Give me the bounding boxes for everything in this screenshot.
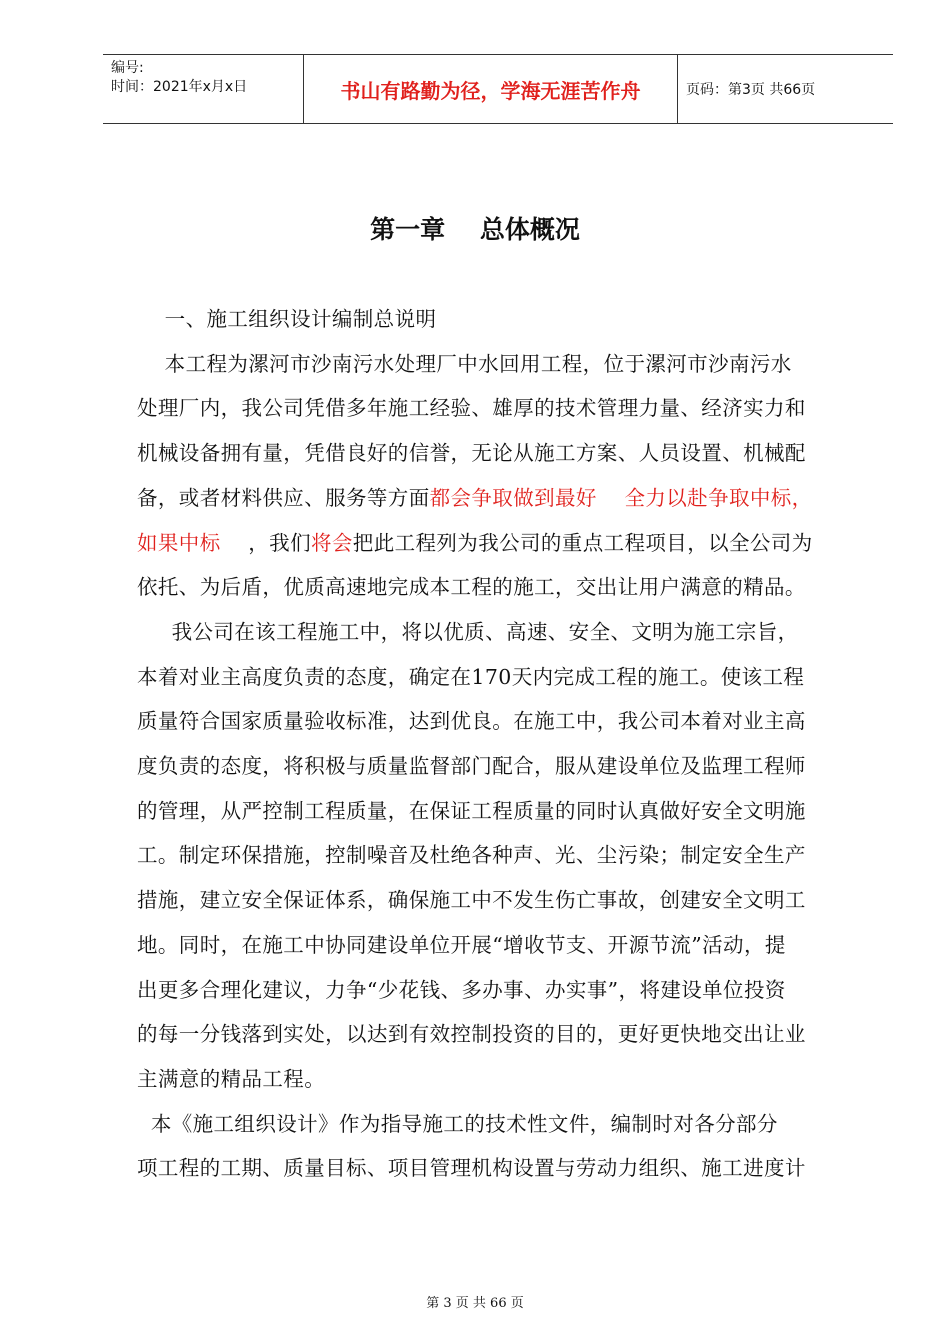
header-table — [103, 54, 893, 124]
paragraph-line: 的管理，从严控制工程质量，在保证工程质量的同时认真做好安全文明施 — [137, 798, 806, 823]
page-footer: 第 3 页 共 66 页 — [426, 1296, 524, 1311]
text-run: 把此工程列为我公司的重点工程项目，以全公司为 — [352, 530, 813, 555]
paragraph-line: 主满意的精品工程。 — [137, 1066, 326, 1091]
paragraph-line: 本着对业主高度负责的态度，确定在170天内完成工程的施工。使该工程 — [137, 664, 805, 689]
document-date-label: 时间：2021年x月x日 — [111, 79, 248, 95]
header-page-indicator: 页码：第3页 共66页 — [686, 82, 816, 98]
text-run: 备，或者材料供应、服务等方面 — [137, 485, 430, 510]
paragraph-line: 质量符合国家质量验收标准，达到优良。在施工中，我公司本着对业主高 — [137, 709, 806, 734]
header-meta-cell — [103, 55, 304, 123]
paragraph-line: 的每一分钱落到实处，以达到有效控制投资的目的，更好更快地交出让业 — [137, 1022, 806, 1047]
header-slogan: 书山有路勤为径，学海无涯苦作舟 — [304, 55, 678, 123]
paragraph-line: 我公司在该工程施工中，将以优质、高速、安全、文明为施工宗旨， — [137, 619, 799, 644]
paragraph-line: 度负责的态度，将积极与质量监督部门配合，服从建设单位及监理工程师 — [137, 754, 806, 779]
paragraph-line: 本《施工组织设计》作为指导施工的技术性文件，编制时对各分部分 — [137, 1111, 778, 1136]
highlighted-text: 如果中标 — [137, 530, 221, 555]
paragraph-line: 机械设备拥有量，凭借良好的信誉，无论从施工方案、人员设置、机械配 — [137, 441, 806, 466]
highlighted-text: 都会争取做到最好 全力以赴争取中标， — [429, 485, 813, 510]
paragraph-line: 处理厂内，我公司凭借多年施工经验、雄厚的技术管理力量、经济实力和 — [137, 396, 806, 421]
section-heading: 一、施工组织设计编制总说明 — [137, 307, 437, 331]
paragraph-line: 依托、为后盾，优质高速地完成本工程的施工，交出让用户满意的精品。 — [137, 575, 806, 600]
paragraph-line — [137, 476, 859, 521]
paragraph-line: 工。制定环保措施，控制噪音及杜绝各种声、光、尘污染；制定安全生产 — [137, 843, 806, 868]
paragraph-line: 本工程为漯河市沙南污水处理厂中水回用工程，位于漯河市沙南污水 — [137, 351, 792, 376]
paragraph-line: 地。同时，在施工中协同建设单位开展“增收节支、开源节流”活动，提 — [137, 932, 786, 957]
text-run: ，我们 — [220, 530, 311, 555]
paragraph-line — [137, 521, 859, 566]
paragraph-line: 项工程的工期、质量目标、项目管理机构设置与劳动力组织、施工进度计 — [137, 1156, 806, 1181]
paragraph-line: 出更多合理化建议，力争“少花钱、多办事、办实事”，将建设单位投资 — [137, 977, 786, 1002]
highlighted-text: 将会 — [310, 530, 353, 555]
paragraph-line: 措施，建立安全保证体系，确保施工中不发生伤亡事故，创建安全文明工 — [137, 888, 806, 913]
chapter-title: 第一章 总体概况 — [370, 215, 580, 244]
body-text — [137, 297, 859, 1191]
document-number-label: 编号: — [111, 60, 144, 76]
